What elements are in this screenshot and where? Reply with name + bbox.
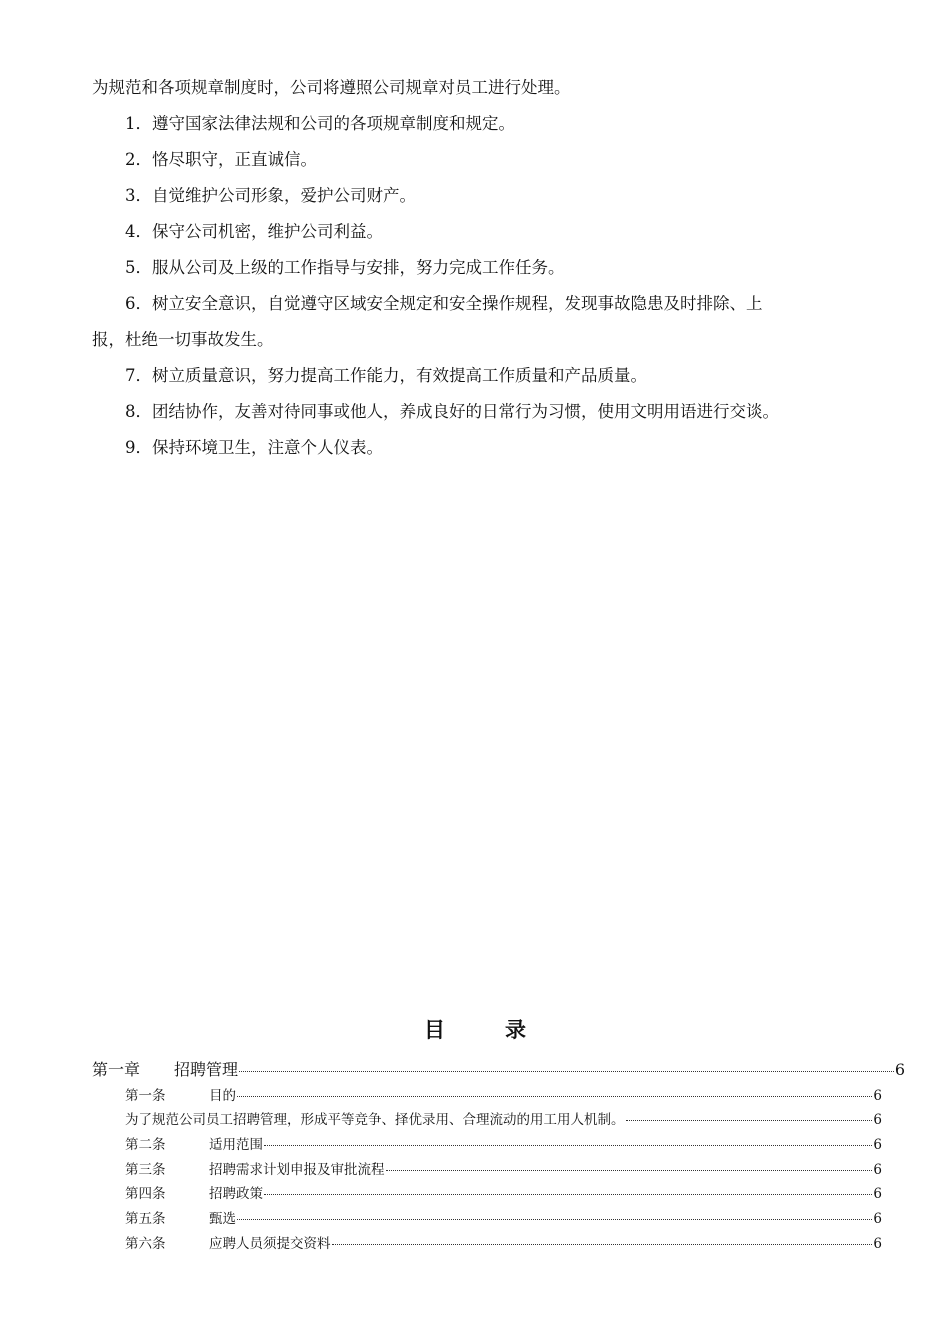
toc-dot-leader — [264, 1181, 872, 1196]
toc-entry-label: 招聘政策 — [209, 1186, 263, 1202]
toc-entry-article-3[interactable] — [125, 1158, 882, 1178]
rule-item-8: 8．团结协作，友善对待同事或他人，养成良好的日常行为习惯，使用文明用语进行交谈。 — [125, 402, 779, 421]
toc-entry-number: 第四条 — [125, 1186, 166, 1202]
toc-dot-leader — [626, 1107, 873, 1122]
toc-entry-page: 6 — [873, 1162, 882, 1178]
toc-entry-article-5[interactable] — [125, 1207, 882, 1227]
toc-entry-label: 适用范围 — [209, 1137, 263, 1153]
toc-entry-article-4[interactable] — [125, 1182, 882, 1202]
rule-item-4: 4．保守公司机密，维护公司利益。 — [125, 222, 383, 241]
toc-entry-label: 应聘人员须提交资料 — [209, 1236, 331, 1252]
toc-entry-page: 6 — [873, 1112, 882, 1128]
rule-item-6: 6．树立安全意识，自觉遵守区域安全规定和安全操作规程，发现事故隐患及时排除、上 — [125, 294, 763, 313]
toc-dot-leader — [386, 1157, 873, 1172]
toc-dot-leader — [332, 1231, 873, 1246]
rule-item-3: 3．自觉维护公司形象，爱护公司财产。 — [125, 186, 416, 205]
rule-item-9: 9．保持环境卫生，注意个人仪表。 — [125, 438, 383, 457]
toc-entry-article-1[interactable] — [125, 1084, 882, 1104]
toc-entry-label: 目的 — [209, 1088, 236, 1104]
toc-entry-page: 6 — [894, 1060, 905, 1079]
toc-entry-article-2[interactable] — [125, 1133, 882, 1153]
toc-entry-purpose-text[interactable] — [125, 1108, 882, 1128]
toc-entry-chapter-1[interactable] — [92, 1057, 905, 1080]
toc-entry-label: 为了规范公司员工招聘管理，形成平等竞争、择优录用、合理流动的用工用人机制。 — [125, 1112, 625, 1128]
toc-entry-page: 6 — [873, 1088, 882, 1104]
toc-entry-number: 第一条 — [125, 1088, 166, 1104]
toc-entry-page: 6 — [873, 1137, 882, 1153]
continuation-paragraph: 为规范和各项规章制度时，公司将遵照公司规章对员工进行处理。 — [92, 78, 571, 97]
toc-entry-label: 招聘需求计划申报及审批流程 — [209, 1162, 385, 1178]
toc-entry-label: 甄选 — [209, 1211, 236, 1227]
toc-entry-article-6[interactable] — [125, 1232, 882, 1252]
toc-entry-number: 第二条 — [125, 1137, 166, 1153]
toc-entry-number: 第六条 — [125, 1236, 166, 1252]
toc-entry-page: 6 — [873, 1186, 882, 1202]
rule-item-5: 5．服从公司及上级的工作指导与安排，努力完成工作任务。 — [125, 258, 565, 277]
toc-entry-number: 第三条 — [125, 1162, 166, 1178]
toc-entry-number: 第五条 — [125, 1211, 166, 1227]
rule-item-7: 7．树立质量意识，努力提高工作能力，有效提高工作质量和产品质量。 — [125, 366, 647, 385]
toc-dot-leader — [237, 1206, 872, 1221]
rule-item-2: 2．恪尽职守，正直诚信。 — [125, 150, 317, 169]
toc-title: 目录 — [424, 1017, 586, 1042]
rule-item-6-continuation: 报，杜绝一切事故发生。 — [92, 330, 274, 349]
toc-dot-leader — [264, 1132, 872, 1147]
toc-entry-number: 第一章 — [92, 1060, 141, 1079]
rule-item-1: 1．遵守国家法律法规和公司的各项规章制度和规定。 — [125, 114, 515, 133]
toc-entry-page: 6 — [873, 1211, 882, 1227]
toc-entry-page: 6 — [873, 1236, 882, 1252]
toc-dot-leader — [237, 1083, 872, 1098]
toc-entry-label: 招聘管理 — [174, 1060, 239, 1079]
toc-dot-leader — [239, 1055, 894, 1072]
